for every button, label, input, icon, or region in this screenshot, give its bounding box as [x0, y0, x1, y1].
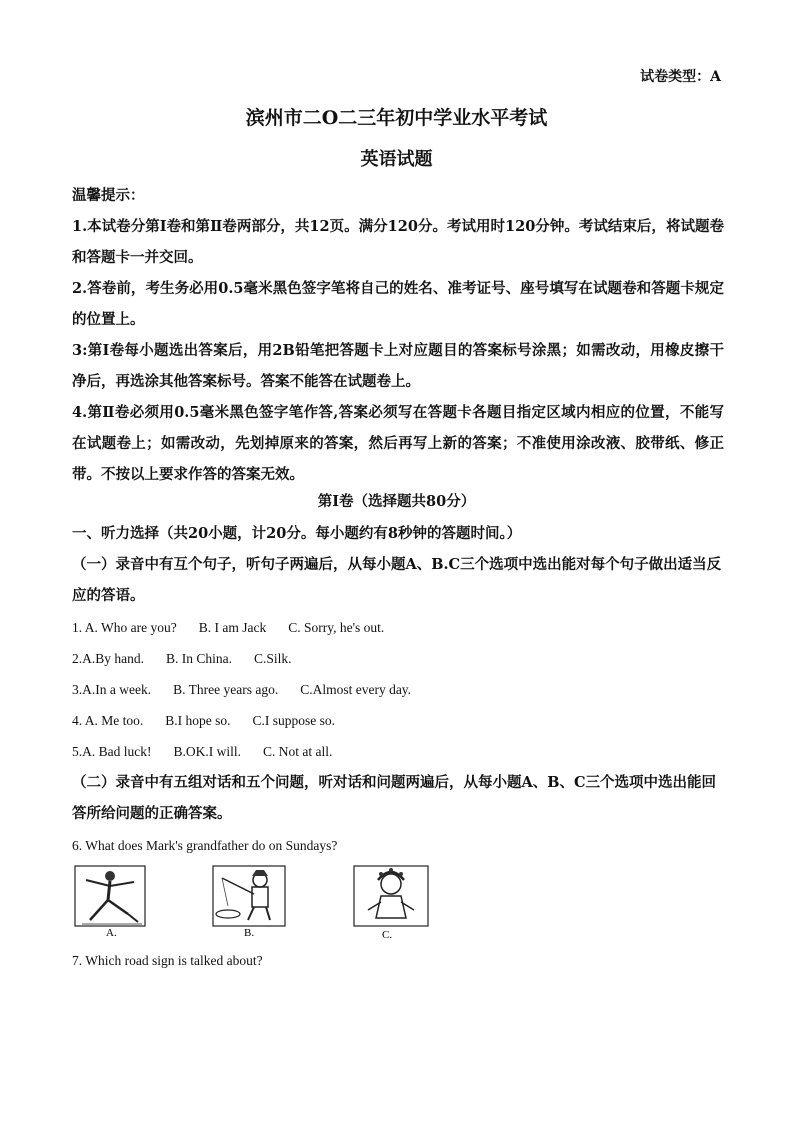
- q3-option-c: C.Almost every day.: [300, 682, 412, 697]
- question-1: [72, 620, 406, 636]
- part1-heading: 第Ⅰ卷（选择题共80分）: [317, 493, 476, 510]
- question-6-pictures: [72, 862, 432, 944]
- q5-option-b: B.OK.I will.: [173, 744, 241, 759]
- exam-title: 滨州市二O二三年初中学业水平考试: [245, 107, 548, 129]
- q4-option-a: 4. A. Me too.: [72, 713, 144, 728]
- q1-option-b: B. I am Jack: [198, 620, 267, 635]
- subsection2-heading: （二）录音中有五组对话和五个问题，听对话和问题两遍后，从每小题A、B、C三个选项中选出能回答所给问题的正确答案。: [72, 774, 717, 822]
- q6-picture-strip: [72, 862, 432, 944]
- question-6: 6. What does Mark's grandfather do on Sundays?: [72, 838, 338, 853]
- tips-heading: 温馨提示：: [72, 187, 145, 204]
- tip-item-2: 2.答卷前，考生务必用0.5毫米黑色签字笔将自己的姓名、准考证号、座号填写在试题卷和答题卡规定的位置上。: [72, 280, 724, 328]
- q4-option-c: C.I suppose so.: [252, 713, 336, 728]
- subsection1-heading: （一）录音中有互个句子，听句子两遍后，从每小题A、B.C三个选项中选出能对每个句子做出适当反应的答语。: [72, 556, 722, 604]
- q5-option-a: 5.A. Bad luck!: [72, 744, 152, 759]
- tip-item-1: 1.本试卷分第Ⅰ卷和第Ⅱ卷两部分，共12页。满分120分。考试用时120分钟。考试结束后，将试题卷和答题卡一并交回。: [72, 218, 724, 266]
- q2-option-a: 2.A.By hand.: [72, 651, 144, 666]
- q1-option-a: 1. A. Who are you?: [72, 620, 177, 635]
- tips-block: [72, 180, 724, 490]
- q3-option-a: 3.A.In a week.: [72, 682, 152, 697]
- q2-option-b: B. In China.: [166, 651, 232, 666]
- tip-item-3: 3:第Ⅰ卷每小题选出答案后，用2B铅笔把答题卡上对应题目的答案标号涂黑；如需改动，用橡皮擦干净后，再选涂其他答案标号。答案不能答在试题卷上。: [72, 342, 724, 390]
- tip-item-4: 4.第Ⅱ卷必须用0.5毫米黑色签字笔作答,答案必须写在答题卡各题目指定区域内相应的位置，不能写在试题卷上；如需改动，先划掉原来的答案，然后再写上新的答案；不准使用涂改液、胶带纸、修正带。不按以上要求作答的答案无效。: [72, 404, 724, 483]
- q5-option-c: C. Not at all.: [262, 744, 333, 759]
- q2-option-c: C.Silk.: [254, 651, 292, 666]
- taichi-picture: [75, 866, 145, 926]
- question-2: [72, 651, 314, 667]
- question-5: [72, 744, 354, 760]
- fishing-picture: [213, 866, 285, 926]
- q6-option-a-label: A.: [106, 927, 117, 939]
- exam-subtitle: 英语试题: [360, 149, 433, 170]
- q4-option-b: B.I hope so.: [165, 713, 231, 728]
- question-4: [72, 713, 357, 729]
- question-3: [72, 682, 433, 698]
- opera-picture: [354, 866, 428, 926]
- q6-option-b-label: B.: [244, 927, 255, 939]
- q3-option-b: B. Three years ago.: [173, 682, 279, 697]
- q6-option-c-label: C.: [382, 929, 393, 941]
- q1-option-c: C. Sorry, he's out.: [288, 620, 385, 635]
- section1-heading: 一、听力选择（共20小题，计20分。每小题约有8秒钟的答题时间。）: [72, 525, 522, 542]
- question-7: 7. Which road sign is talked about?: [72, 953, 263, 968]
- paper-type-label: 试卷类型：A: [640, 69, 721, 85]
